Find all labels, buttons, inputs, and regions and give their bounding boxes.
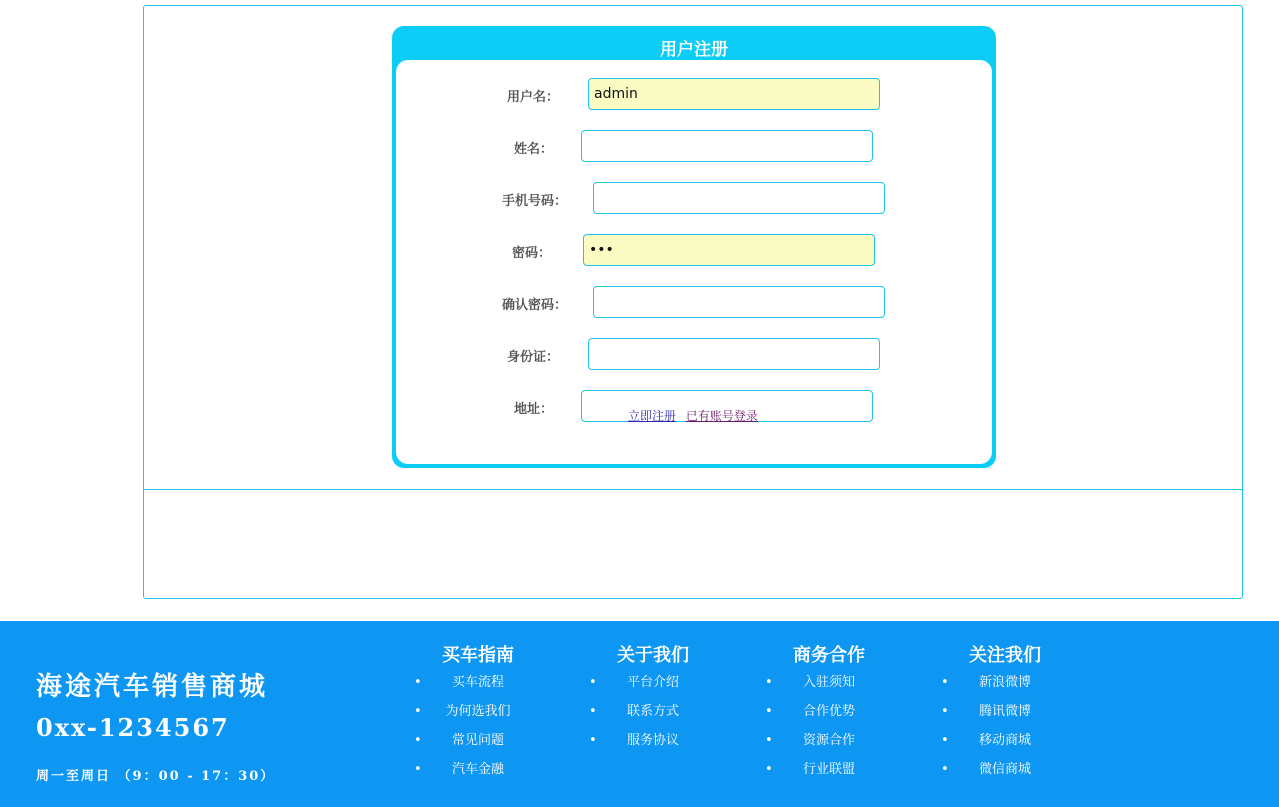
form-actions xyxy=(628,407,758,424)
footer-column-business xyxy=(765,641,934,788)
bullet-icon: • xyxy=(414,762,422,777)
footer-link[interactable]: • 新浪微博 xyxy=(950,672,1110,701)
bullet-icon: • xyxy=(765,675,773,690)
bullet-icon: • xyxy=(414,704,422,719)
footer-link[interactable]: • 联系方式 xyxy=(598,701,758,730)
phone-input[interactable] xyxy=(593,182,885,214)
footer-phone: 0xx-1234567 xyxy=(36,713,230,742)
footer-link[interactable]: • 行业联盟 xyxy=(774,759,934,788)
footer-link[interactable]: • 常见问题 xyxy=(423,730,583,759)
register-form xyxy=(396,60,992,464)
bullet-icon: • xyxy=(589,704,597,719)
bullet-icon: • xyxy=(589,675,597,690)
footer-column-buy-guide xyxy=(414,641,583,788)
footer-column-title: 关于我们 xyxy=(617,645,689,666)
confirm-password-label: 确认密码： xyxy=(502,298,568,313)
username-label: 用户名： xyxy=(507,90,560,105)
main-content-frame xyxy=(143,5,1243,599)
frame-divider xyxy=(144,489,1242,490)
footer-column-about xyxy=(589,641,758,759)
footer-link[interactable]: • 合作优势 xyxy=(774,701,934,730)
footer xyxy=(0,621,1279,807)
name-label: 姓名： xyxy=(514,142,554,157)
phone-label: 手机号码： xyxy=(502,194,568,209)
bullet-icon: • xyxy=(941,733,949,748)
bullet-icon: • xyxy=(941,762,949,777)
footer-link[interactable]: • 平台介绍 xyxy=(598,672,758,701)
bullet-icon: • xyxy=(941,704,949,719)
name-input[interactable] xyxy=(581,130,873,162)
password-label: 密码： xyxy=(512,246,552,261)
footer-link[interactable]: • 资源合作 xyxy=(774,730,934,759)
password-input[interactable] xyxy=(583,234,875,266)
bullet-icon: • xyxy=(765,762,773,777)
bullet-icon: • xyxy=(414,733,422,748)
footer-link[interactable]: • 买车流程 xyxy=(423,672,583,701)
bullet-icon: • xyxy=(414,675,422,690)
bullet-icon: • xyxy=(765,704,773,719)
bullet-icon: • xyxy=(765,733,773,748)
footer-column-title: 买车指南 xyxy=(442,645,514,666)
footer-link[interactable]: • 为何选我们 xyxy=(423,701,583,730)
login-link[interactable]: 已有账号登录 xyxy=(685,409,758,423)
id-card-label: 身份证： xyxy=(507,350,560,365)
footer-column-title: 关注我们 xyxy=(969,645,1041,666)
footer-column-title: 商务合作 xyxy=(793,645,865,666)
footer-link[interactable]: • 腾讯微博 xyxy=(950,701,1110,730)
footer-link[interactable]: • 入驻须知 xyxy=(774,672,934,701)
register-title: 用户注册 xyxy=(660,40,728,60)
bullet-icon: • xyxy=(589,733,597,748)
footer-brand: 海途汽车销售商城 xyxy=(36,672,269,702)
register-now-link[interactable]: 立即注册 xyxy=(628,409,677,423)
bullet-icon: • xyxy=(941,675,949,690)
footer-link[interactable]: • 汽车金融 xyxy=(423,759,583,788)
footer-link[interactable]: • 移动商城 xyxy=(950,730,1110,759)
username-input[interactable] xyxy=(588,78,880,110)
footer-hours: 周一至周日 （9：00 - 17：30） xyxy=(36,769,276,784)
confirm-password-input[interactable] xyxy=(593,286,885,318)
address-label: 地址： xyxy=(514,402,554,417)
footer-link[interactable]: • 微信商城 xyxy=(950,759,1110,788)
id-card-input[interactable] xyxy=(588,338,880,370)
footer-column-follow xyxy=(941,641,1110,788)
footer-link[interactable]: • 服务协议 xyxy=(598,730,758,759)
register-panel xyxy=(392,26,996,468)
